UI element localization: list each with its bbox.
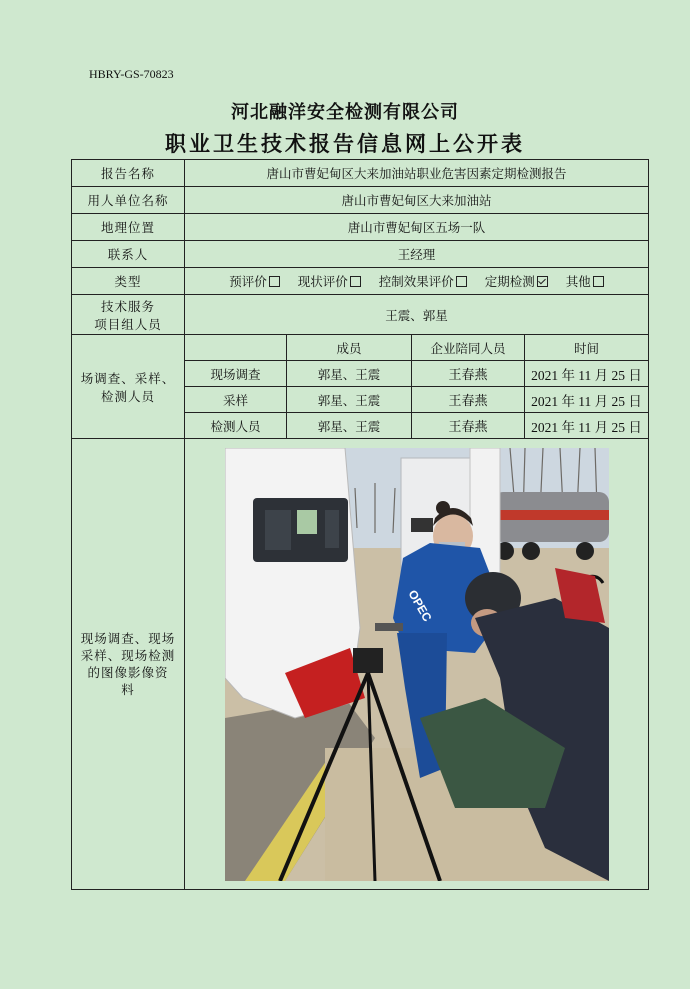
survey-stage: 采样 (185, 387, 287, 413)
survey-date: 2021 年 11 月 25 日 (525, 387, 649, 413)
type-label: 类型 (72, 268, 185, 295)
survey-escort: 王春燕 (412, 387, 525, 413)
type-option-status-evaluation: 现状评价 (298, 274, 361, 289)
type-option-periodic-testing: 定期检测 (485, 274, 548, 289)
report-name-label: 报告名称 (72, 160, 185, 187)
location-value: 唐山市曹妃甸区五场一队 (185, 214, 649, 241)
type-options (185, 268, 649, 295)
uniform-brand-text: OPEC (404, 587, 435, 624)
checkbox-checked-icon (537, 276, 548, 287)
row-report-name (72, 160, 649, 187)
employer-value: 唐山市曹妃甸区大来加油站 (185, 187, 649, 214)
site-photo-illustration (225, 448, 609, 881)
survey-members: 郭星、王震 (287, 361, 412, 387)
team-value: 王震、郭星 (185, 295, 649, 335)
location-label: 地理位置 (72, 214, 185, 241)
survey-header-time: 时间 (525, 335, 649, 361)
survey-header-members: 成员 (287, 335, 412, 361)
checkbox-icon (456, 276, 467, 287)
survey-members: 郭星、王震 (287, 413, 412, 439)
row-team (72, 295, 649, 335)
type-option-other: 其他 (566, 274, 604, 289)
survey-stage: 现场调查 (185, 361, 287, 387)
survey-header-row (72, 335, 649, 361)
employer-label: 用人单位名称 (72, 187, 185, 214)
images-cell (185, 439, 649, 890)
survey-header-escort: 企业陪同人员 (412, 335, 525, 361)
page-title: 职业卫生技术报告信息网上公开表 (165, 131, 525, 156)
row-location (72, 214, 649, 241)
report-name-value: 唐山市曹妃甸区大来加油站职业危害因素定期检测报告 (185, 160, 649, 187)
checkbox-icon (269, 276, 280, 287)
type-option-control-evaluation: 控制效果评价 (379, 274, 467, 289)
survey-header-blank (185, 335, 287, 361)
document-code: HBRY-GS-70823 (89, 67, 174, 81)
checkbox-icon (350, 276, 361, 287)
survey-members: 郭星、王震 (287, 387, 412, 413)
contact-value: 王经理 (185, 241, 649, 268)
row-type (72, 268, 649, 295)
row-images (72, 439, 649, 890)
disclosure-table (71, 159, 649, 890)
survey-stage: 检测人员 (185, 413, 287, 439)
survey-date: 2021 年 11 月 25 日 (525, 413, 649, 439)
team-label: 技术服务 项目组人员 (72, 295, 185, 335)
checkbox-icon (593, 276, 604, 287)
row-employer (72, 187, 649, 214)
company-name: 河北融洋安全检测有限公司 (231, 102, 459, 123)
type-option-pre-evaluation: 预评价 (229, 274, 280, 289)
site-photo (225, 448, 609, 881)
survey-escort: 王春燕 (412, 413, 525, 439)
row-contact (72, 241, 649, 268)
survey-date: 2021 年 11 月 25 日 (525, 361, 649, 387)
contact-label: 联系人 (72, 241, 185, 268)
survey-label: 场调查、采样、 检测人员 (72, 335, 185, 439)
survey-escort: 王春燕 (412, 361, 525, 387)
images-label: 现场调查、现场 采样、现场检测 的图像影像资 料 (72, 439, 185, 890)
